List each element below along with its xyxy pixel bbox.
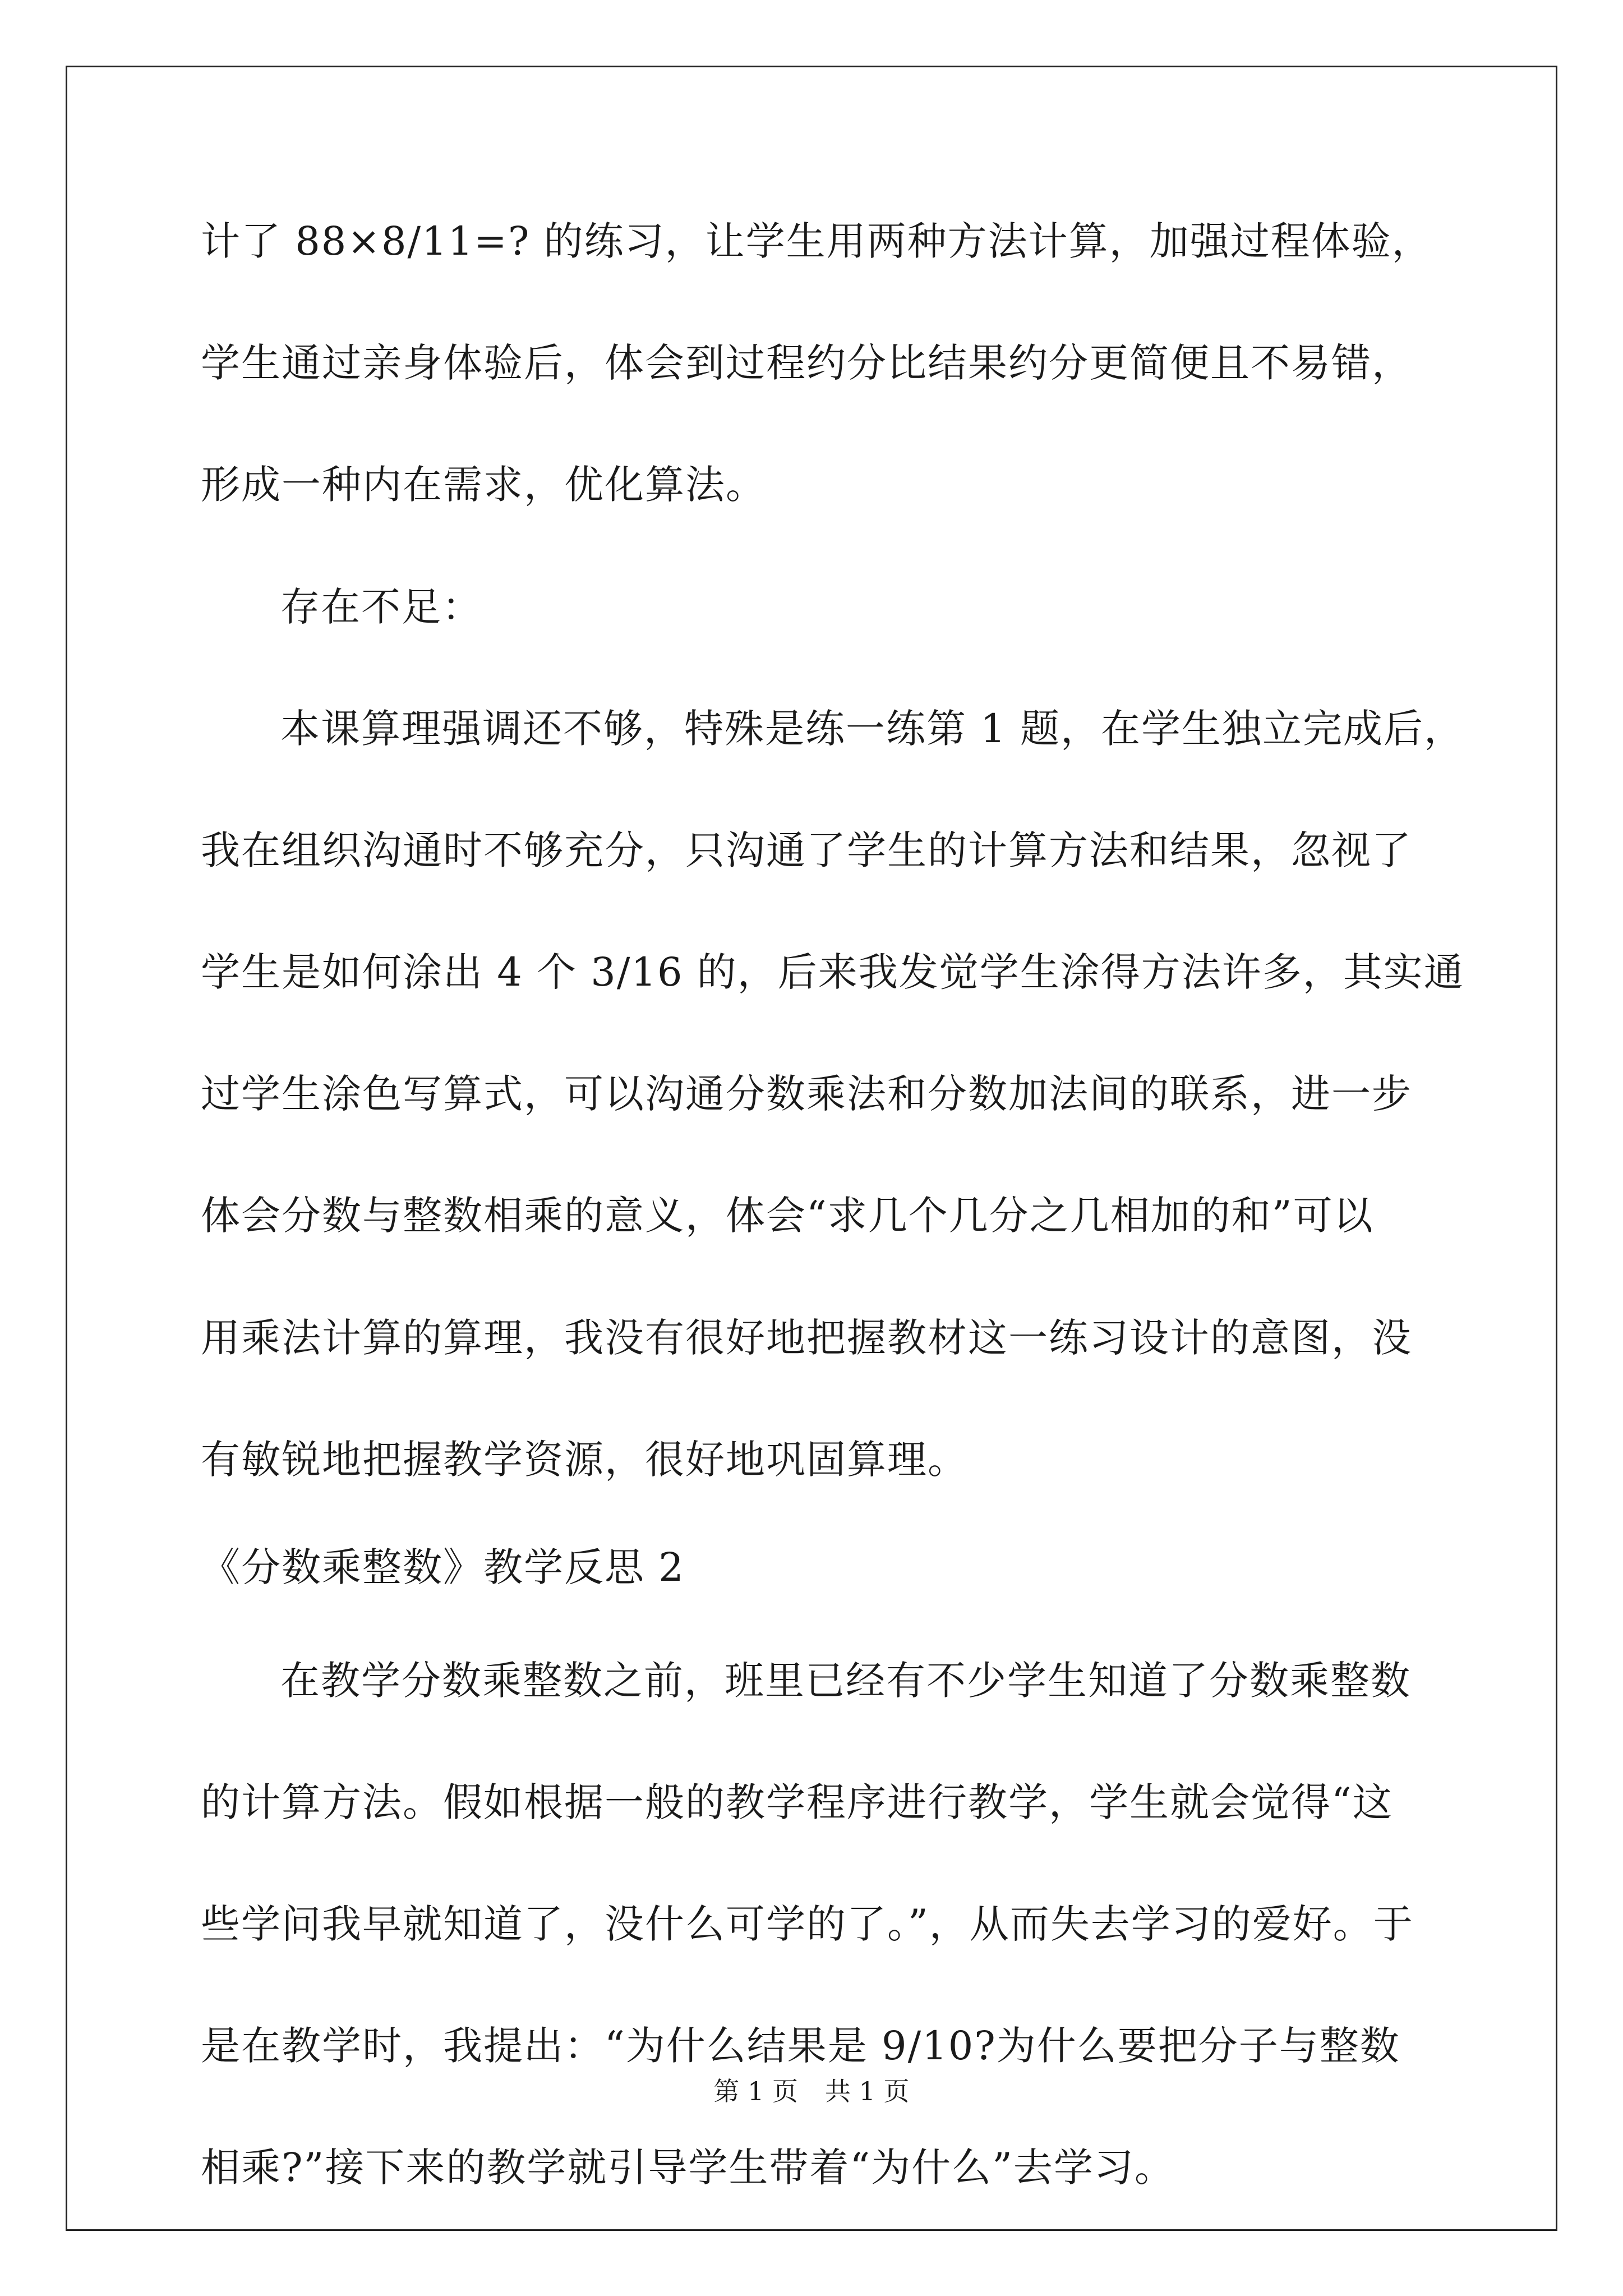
paragraph-line: 相乘?”接下来的教学就引导学生带着“为什么”去学习。 [201,2145,1175,2191]
page-footer [0,2074,1623,2108]
paragraph-line: 是在教学时，我提出：“为什么结果是 9/10?为什么要把分子与整数 [201,2023,1400,2069]
paragraph-line: 过学生涂色写算式，可以沟通分数乘法和分数加法间的联系，进一步 [201,1071,1412,1117]
paragraph-line: 学生通过亲身体验后，体会到过程约分比结果约分更简便且不易错， [201,340,1412,386]
paragraph-line: 计了 88×8/11=? 的练习，让学生用两种方法计算，加强过程体验， [201,218,1432,264]
paragraph-line: 些学问我早就知道了，没什么可学的了。”，从而失去学习的爱好。于 [201,1901,1414,1947]
paragraph-line: 在教学分数乘整数之前，班里已经有不少学生知道了分数乘整数 [280,1658,1411,1704]
paragraph-line: 形成一种内在需求，优化算法。 [201,462,766,508]
paragraph-line: 我在组织沟通时不够充分，只沟通了学生的计算方法和结果，忽视了 [201,827,1412,873]
paragraph-line: 用乘法计算的算理，我没有很好地把握教材这一练习设计的意图，没 [201,1315,1412,1361]
page-number: 第 1 页 [713,2076,798,2106]
section-label: 存在不足： [280,584,482,630]
paragraph-line: 本课算理强调还不够，特殊是练一练第 1 题，在学生独立完成后， [280,706,1465,752]
paragraph-line: 体会分数与整数相乘的意义，体会“求几个几分之几相加的和”可以 [201,1193,1374,1239]
paragraph-line: 学生是如何涂出 4 个 3/16 的，后来我发觉学生涂得方法许多，其实通 [201,949,1464,995]
page-total: 共 1 页 [825,2076,910,2106]
paragraph-line: 的计算方法。假如根据一般的教学程序进行教学，学生就会觉得“这 [201,1779,1393,1825]
paragraph-line: 有敏锐地把握教学资源，很好地巩固算理。 [201,1437,968,1483]
section-heading: 《分数乘整数》教学反思 2 [201,1544,685,1590]
